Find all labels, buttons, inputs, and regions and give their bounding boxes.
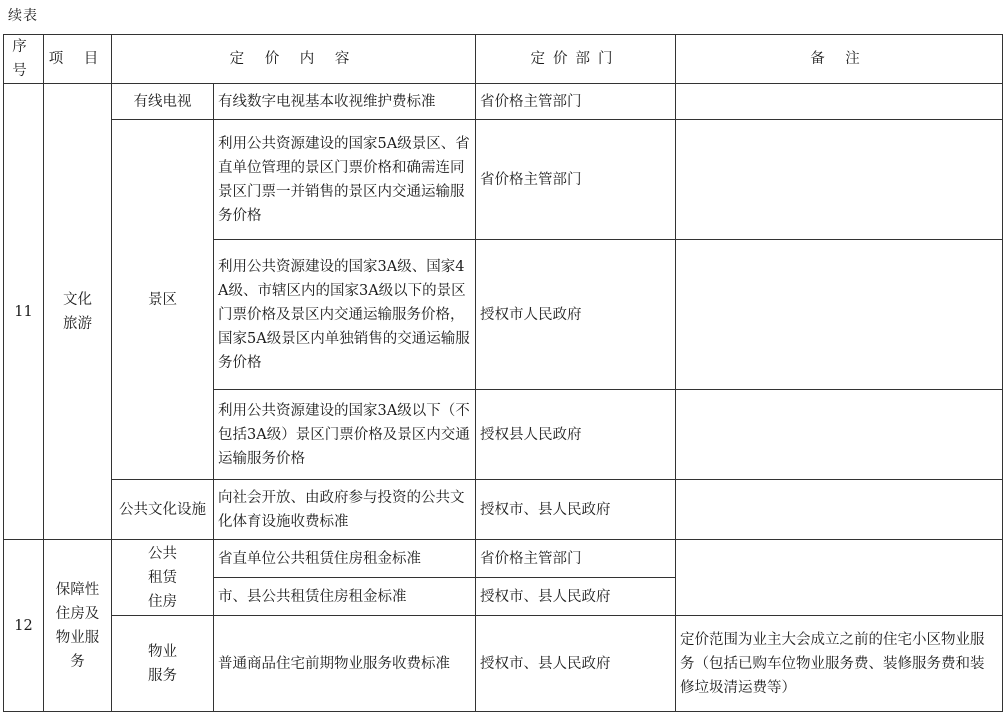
content-cell: 利用公共资源建设的国家3A级、国家4A级、市辖区内的国家3A级以下的景区门票价格及景区内交通运输服务价格，国家5A级景区内单独销售的交通运输服务价格	[214, 240, 476, 390]
table-row	[4, 84, 1003, 120]
content-cell: 省直单位公共租赁住房租金标准	[214, 540, 476, 578]
dept-cell: 授权市人民政府	[476, 240, 676, 390]
dept-cell: 省价格主管部门	[476, 120, 676, 240]
sub-item: 物业 服务	[112, 616, 214, 712]
table-caption: 续表	[8, 8, 38, 24]
content-cell: 普通商品住宅前期物业服务收费标准	[214, 616, 476, 712]
remark-cell	[676, 480, 1003, 540]
sub-item: 景区	[112, 120, 214, 480]
remark-cell	[676, 240, 1003, 390]
dept-cell: 授权县人民政府	[476, 390, 676, 480]
header-dept: 定价部门	[476, 35, 676, 84]
header-remark: 备 注	[676, 35, 1003, 84]
dept-cell: 省价格主管部门	[476, 540, 676, 578]
header-content: 定 价 内 容	[112, 35, 476, 84]
row-number: 11	[4, 84, 44, 540]
content-cell: 利用公共资源建设的国家3A级以下（不包括3A级）景区门票价格及景区内交通运输服务价格	[214, 390, 476, 480]
table-row	[4, 616, 1003, 712]
sub-item: 公共文化设施	[112, 480, 214, 540]
table-row	[4, 540, 1003, 578]
remark-cell	[676, 84, 1003, 120]
remark-cell: 定价范围为业主大会成立之前的住宅小区物业服务（包括已购车位物业服务费、装修服务费和装修垃圾清运费等）	[676, 616, 1003, 712]
content-cell: 有线数字电视基本收视维护费标准	[214, 84, 476, 120]
dept-cell: 授权市、县人民政府	[476, 578, 676, 616]
content-cell: 市、县公共租赁住房租金标准	[214, 578, 476, 616]
dept-cell: 授权市、县人民政府	[476, 480, 676, 540]
remark-cell	[676, 120, 1003, 240]
content-cell: 向社会开放、由政府参与投资的公共文化体育设施收费标准	[214, 480, 476, 540]
table-row	[4, 480, 1003, 540]
item-category: 文化 旅游	[44, 84, 112, 540]
item-category: 保障性 住房及 物业服 务	[44, 540, 112, 712]
dept-cell: 省价格主管部门	[476, 84, 676, 120]
sub-item: 有线电视	[112, 84, 214, 120]
dept-cell: 授权市、县人民政府	[476, 616, 676, 712]
sub-item: 公共 租赁 住房	[112, 540, 214, 616]
table-header-row	[4, 35, 1003, 84]
remark-cell	[676, 390, 1003, 480]
header-item: 项 目	[44, 35, 112, 84]
content-cell: 利用公共资源建设的国家5A级景区、省直单位管理的景区门票价格和确需连同景区门票一并销售的景区内交通运输服务价格	[214, 120, 476, 240]
row-number: 12	[4, 540, 44, 712]
pricing-table	[3, 34, 1003, 712]
remark-cell	[676, 540, 1003, 616]
table-row	[4, 120, 1003, 240]
header-no: 序号	[4, 35, 44, 84]
